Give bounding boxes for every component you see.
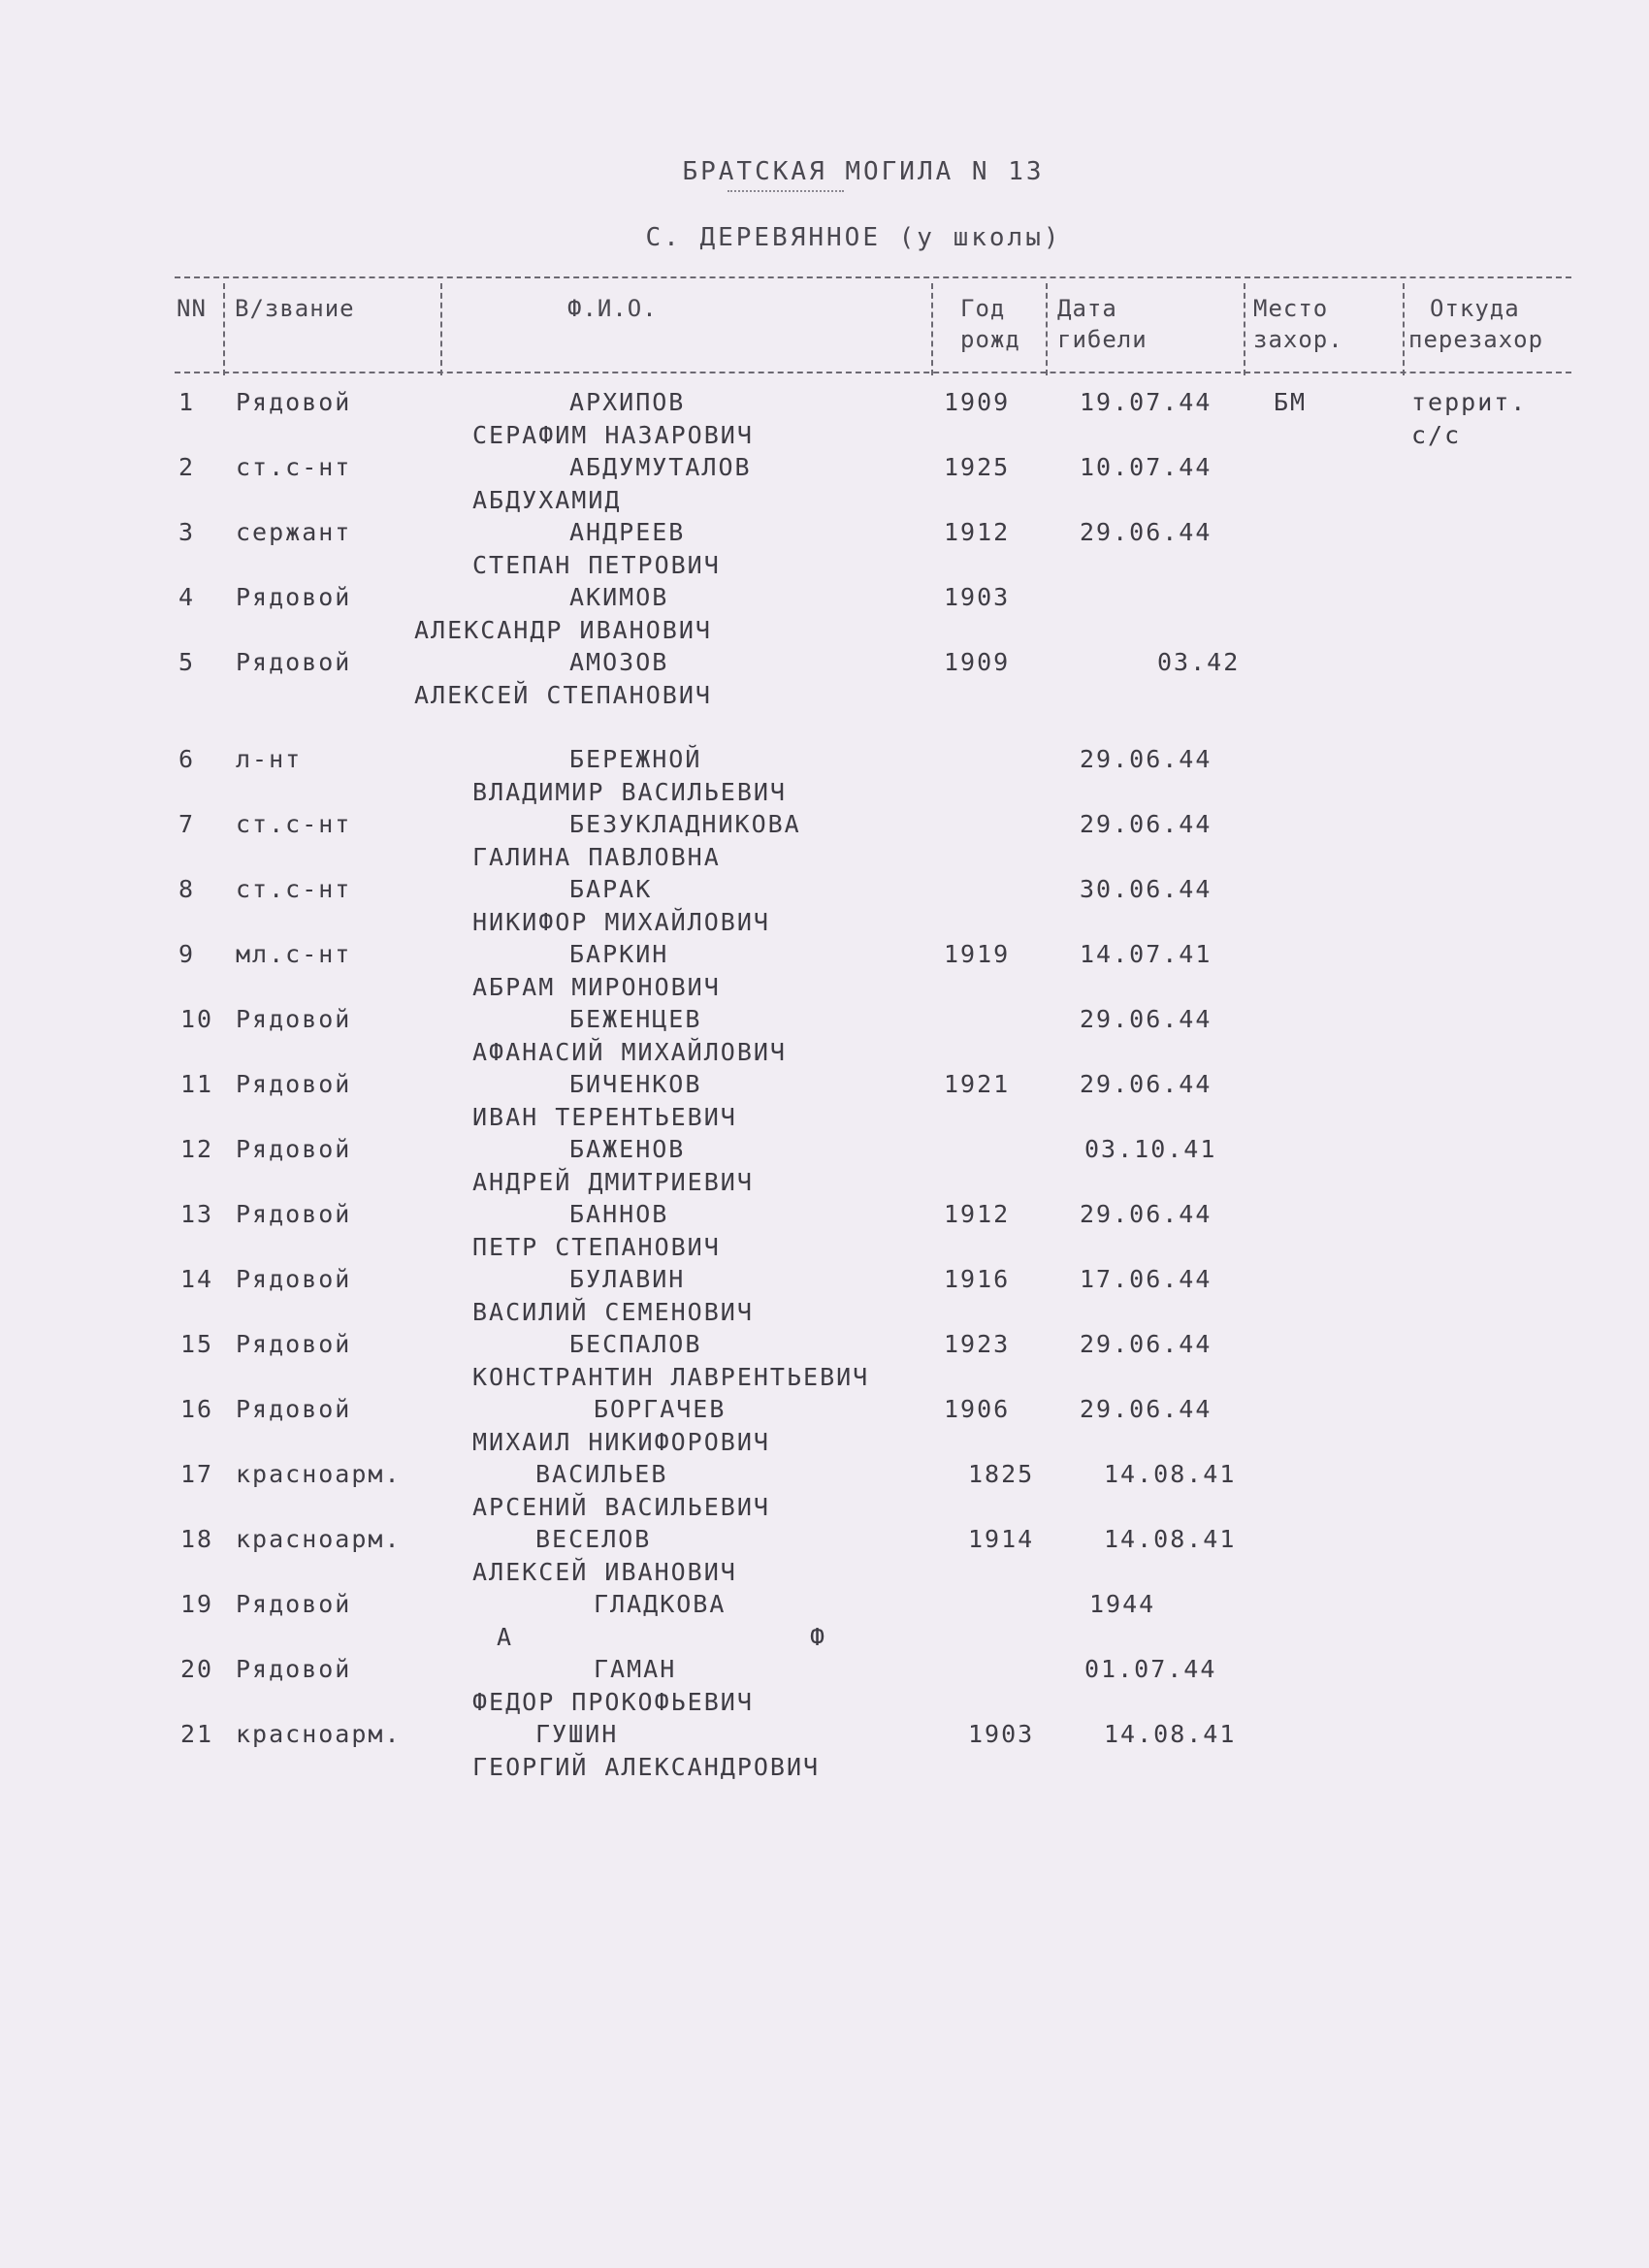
row-rank: Рядовой [236, 1005, 352, 1033]
row-rank: Рядовой [236, 1395, 352, 1423]
column-divider [1403, 283, 1405, 375]
row-death-date: 29.06.44 [1080, 745, 1212, 773]
row-given-names: ИВАН ТЕРЕНТЬЕВИЧ [472, 1103, 737, 1131]
row-surname: БЕЗУКЛАДНИКОВА [569, 810, 801, 838]
row-number: 12 [180, 1135, 214, 1163]
row-surname: БЕЖЕНЦЕВ [569, 1005, 702, 1033]
column-divider [1046, 283, 1048, 375]
row-reburied-from: террит. [1411, 388, 1528, 416]
row-number: 4 [178, 583, 196, 611]
row-death-date: 14.08.41 [1104, 1525, 1237, 1553]
row-birth-year: 1912 [944, 518, 1011, 546]
row-number: 10 [180, 1005, 214, 1033]
title-underline [728, 190, 844, 192]
row-number: 11 [180, 1070, 214, 1098]
row-rank: л-нт [236, 745, 303, 773]
table-header-rule [175, 372, 1571, 373]
row-number: 20 [180, 1655, 214, 1683]
row-death-date: 17.06.44 [1080, 1265, 1212, 1293]
header-place-line1: Место [1253, 295, 1329, 322]
row-surname: АНДРЕЕВ [569, 518, 686, 546]
row-rank: Рядовой [236, 1590, 352, 1618]
row-number: 9 [178, 940, 196, 968]
row-death-date: 30.06.44 [1080, 875, 1212, 903]
header-from-line1: Откуда [1430, 295, 1520, 322]
row-number: 8 [178, 875, 196, 903]
document-title: БРАТСКАЯ МОГИЛА N 13 [682, 157, 1045, 186]
row-given-names: АНДРЕЙ ДМИТРИЕВИЧ [472, 1168, 754, 1196]
row-death-date: 29.06.44 [1080, 810, 1212, 838]
row-surname: ВАСИЛЬЕВ [535, 1460, 668, 1488]
row-rank: красноарм. [236, 1720, 402, 1748]
row-surname: БАЖЕНОВ [569, 1135, 686, 1163]
row-death-date: 14.07.41 [1080, 940, 1212, 968]
row-burial-place: БМ [1274, 388, 1308, 416]
header-rank: В/звание [235, 295, 355, 322]
row-given-names: ПЕТР СТЕПАНОВИЧ [472, 1233, 721, 1261]
row-birth-year: 1914 [968, 1525, 1035, 1553]
header-date [1057, 293, 1148, 355]
header-date-line1: Дата [1057, 295, 1117, 322]
row-death-date: 14.08.41 [1104, 1460, 1237, 1488]
row-given-names: АФАНАСИЙ МИХАЙЛОВИЧ [472, 1038, 787, 1066]
row-surname: ГУШИН [535, 1720, 619, 1748]
row-reburied-from: с/с [1411, 421, 1462, 449]
row-death-date: 29.06.44 [1080, 1200, 1212, 1228]
header-year-line2: рожд [960, 326, 1020, 353]
row-surname: ГЛАДКОВА [594, 1590, 727, 1618]
row-rank: Рядовой [236, 1200, 352, 1228]
column-divider [1244, 283, 1245, 375]
row-surname: БУЛАВИН [569, 1265, 686, 1293]
row-number: 13 [180, 1200, 214, 1228]
row-surname: АКИМОВ [569, 583, 669, 611]
row-given-names: ГЕОРГИЙ АЛЕКСАНДРОВИЧ [472, 1753, 821, 1781]
row-rank: ст.с-нт [236, 453, 352, 481]
row-given-names: КОНСТРАНТИН ЛАВРЕНТЬЕВИЧ [472, 1363, 870, 1391]
table-top-rule [175, 276, 1571, 278]
row-surname: БЕРЕЖНОЙ [569, 745, 702, 773]
row-given-names: АЛЕКСАНДР ИВАНОВИЧ [414, 616, 712, 644]
row-rank: красноарм. [236, 1460, 402, 1488]
row-rank: Рядовой [236, 1135, 352, 1163]
column-divider [223, 283, 225, 375]
row-given-names: ВАСИЛИЙ СЕМЕНОВИЧ [472, 1298, 754, 1326]
row-number: 5 [178, 648, 196, 676]
row-death-date: 29.06.44 [1080, 1395, 1212, 1423]
row-surname: БАРАК [569, 875, 653, 903]
row-birth-year: 1925 [944, 453, 1011, 481]
row-birth-year: 1909 [944, 388, 1011, 416]
row-given-names: ВЛАДИМИР ВАСИЛЬЕВИЧ [472, 778, 787, 806]
row-birth-year: 1909 [944, 648, 1011, 676]
row-surname: БОРГАЧЕВ [594, 1395, 727, 1423]
row-number: 6 [178, 745, 196, 773]
row-surname: БЕСПАЛОВ [569, 1330, 702, 1358]
row-number: 18 [180, 1525, 214, 1553]
row-birth-year: 1912 [944, 1200, 1011, 1228]
row-number: 7 [178, 810, 196, 838]
row-rank: сержант [236, 518, 352, 546]
row-number: 19 [180, 1590, 214, 1618]
row-birth-year: 1921 [944, 1070, 1011, 1098]
header-date-line2: гибели [1057, 326, 1148, 353]
row-surname: БИЧЕНКОВ [569, 1070, 702, 1098]
row-death-date: 29.06.44 [1080, 1070, 1212, 1098]
row-rank: Рядовой [236, 388, 352, 416]
row-birth-year: 1916 [944, 1265, 1011, 1293]
row-surname: ВЕСЕЛОВ [535, 1525, 652, 1553]
row-number: 17 [180, 1460, 214, 1488]
header-fio: Ф.И.О. [567, 295, 658, 322]
row-given-names: НИКИФОР МИХАЙЛОВИЧ [472, 908, 770, 936]
row-rank: Рядовой [236, 583, 352, 611]
header-year [960, 293, 1020, 355]
row-death-date: 03.42 [1157, 648, 1241, 676]
row-birth-year: 1906 [944, 1395, 1011, 1423]
row-death-date: 10.07.44 [1080, 453, 1212, 481]
row-death-date: 19.07.44 [1080, 388, 1212, 416]
header-place-line2: захор. [1253, 326, 1343, 353]
row-number: 16 [180, 1395, 214, 1423]
row-surname: АРХИПОВ [569, 388, 686, 416]
row-given-names: А [497, 1623, 514, 1651]
column-divider [931, 283, 933, 375]
row-death-date: 29.06.44 [1080, 518, 1212, 546]
row-given-names: АЛЕКСЕЙ ИВАНОВИЧ [472, 1558, 737, 1586]
row-surname: БАРКИН [569, 940, 669, 968]
row-death-date: 03.10.41 [1084, 1135, 1217, 1163]
row-rank: ст.с-нт [236, 810, 352, 838]
row-birth-year: 1919 [944, 940, 1011, 968]
row-given-names: АЛЕКСЕЙ СТЕПАНОВИЧ [414, 681, 712, 709]
row-death-date: 1944 [1089, 1590, 1156, 1618]
row-given-names: АБДУХАМИД [472, 486, 622, 514]
row-death-date: 29.06.44 [1080, 1005, 1212, 1033]
column-divider [440, 283, 442, 375]
row-death-date: 29.06.44 [1080, 1330, 1212, 1358]
row-given-names: АРСЕНИЙ ВАСИЛЬЕВИЧ [472, 1493, 770, 1521]
row-given-patronymic: Ф [810, 1623, 827, 1651]
row-death-date: 14.08.41 [1104, 1720, 1237, 1748]
row-number: 21 [180, 1720, 214, 1748]
row-rank: Рядовой [236, 1655, 352, 1683]
row-rank: Рядовой [236, 1070, 352, 1098]
row-number: 2 [178, 453, 196, 481]
row-number: 3 [178, 518, 196, 546]
row-rank: красноарм. [236, 1525, 402, 1553]
row-birth-year: 1903 [944, 583, 1011, 611]
row-given-names: СЕРАФИМ НАЗАРОВИЧ [472, 421, 754, 449]
row-given-names: ФЕДОР ПРОКОФЬЕВИЧ [472, 1688, 754, 1716]
row-rank: мл.с-нт [236, 940, 352, 968]
row-birth-year: 1923 [944, 1330, 1011, 1358]
row-death-date: 01.07.44 [1084, 1655, 1217, 1683]
document-subtitle: С. ДЕРЕВЯННОЕ (у школы) [645, 223, 1062, 252]
row-surname: ГАМАН [594, 1655, 677, 1683]
row-rank: Рядовой [236, 1330, 352, 1358]
row-surname: АМОЗОВ [569, 648, 669, 676]
row-number: 14 [180, 1265, 214, 1293]
row-number: 15 [180, 1330, 214, 1358]
header-nn: NN [177, 295, 207, 322]
header-from [1408, 293, 1543, 355]
row-given-names: МИХАИЛ НИКИФОРОВИЧ [472, 1428, 770, 1456]
header-from-line2: перезахор [1408, 326, 1544, 353]
header-year-line1: Год [960, 295, 1006, 322]
row-rank: Рядовой [236, 648, 352, 676]
row-birth-year: 1825 [968, 1460, 1035, 1488]
row-given-names: ГАЛИНА ПАВЛОВНА [472, 843, 721, 871]
header-place [1253, 293, 1343, 355]
row-given-names: АБРАМ МИРОНОВИЧ [472, 973, 721, 1001]
row-surname: БАННОВ [569, 1200, 669, 1228]
row-birth-year: 1903 [968, 1720, 1035, 1748]
row-given-names: СТЕПАН ПЕТРОВИЧ [472, 551, 721, 579]
row-number: 1 [178, 388, 196, 416]
row-rank: ст.с-нт [236, 875, 352, 903]
row-rank: Рядовой [236, 1265, 352, 1293]
row-surname: АБДУМУТАЛОВ [569, 453, 752, 481]
